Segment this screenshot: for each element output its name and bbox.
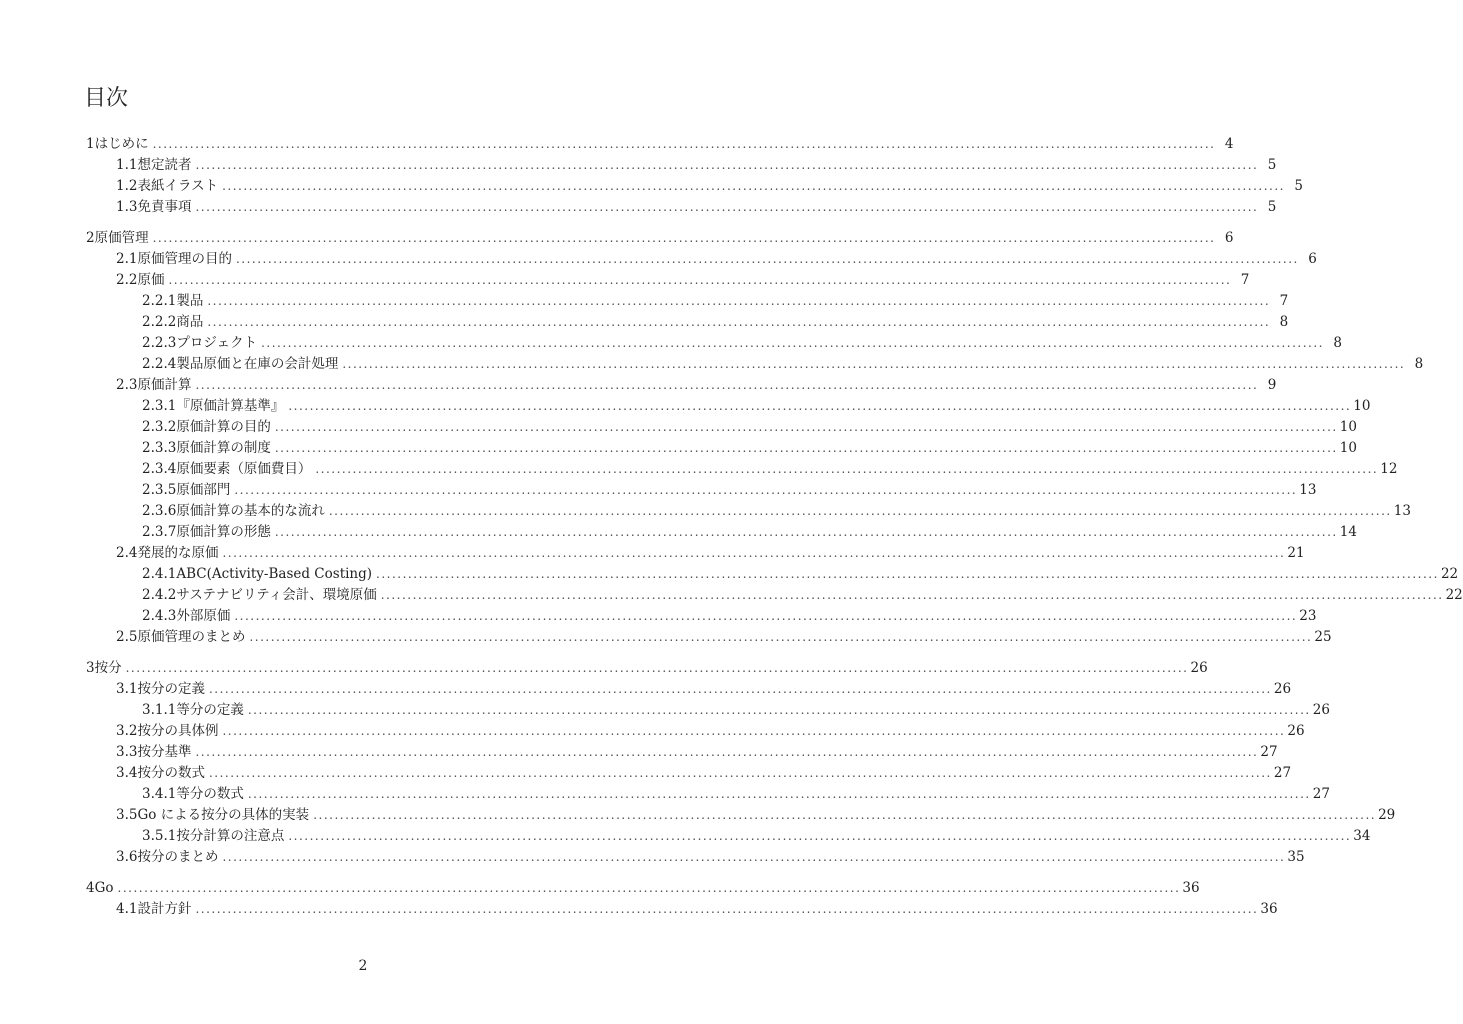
toc-entry[interactable] [116, 845, 1305, 865]
toc-number: 3.3 [116, 744, 138, 760]
toc-entry[interactable] [142, 604, 1317, 624]
toc-entry[interactable] [86, 132, 1234, 152]
toc-heading: 原価計算の基本的な流れ [176, 503, 325, 519]
toc-page-number: 8 [1333, 335, 1342, 351]
toc-entry[interactable] [142, 352, 1424, 372]
toc-entry[interactable] [142, 583, 1463, 603]
toc-number: 1.2 [116, 178, 138, 194]
toc-heading: 按分の定義 [137, 681, 205, 697]
toc-heading: 按分 [94, 660, 122, 676]
toc-leader-dots: ........................................................................................................................................................................................................ [274, 441, 1338, 455]
toc-page-number: 21 [1287, 545, 1305, 561]
toc-leader-dots: ........................................................................................................................................................................................................ [195, 200, 1259, 214]
toc-entry[interactable] [142, 415, 1357, 435]
toc-heading: 原価 [137, 272, 165, 288]
toc-heading: 按分の数式 [137, 765, 205, 781]
toc-number: 2.4.3 [142, 608, 177, 624]
toc-number: 2.1 [116, 251, 138, 267]
toc-leader-dots: ........................................................................................................................................................................................................ [274, 420, 1338, 434]
toc-number: 3.2 [116, 723, 138, 739]
toc-heading: 按分の具体例 [137, 723, 219, 739]
toc-page-number: 23 [1299, 608, 1317, 624]
toc-leader-dots: ........................................................................................................................................................................................................ [208, 766, 1272, 780]
toc-page-number: 7 [1279, 293, 1289, 309]
toc-heading: 原価要素（原価費目） [176, 461, 312, 477]
toc-leader-dots: ........................................................................................................................................................................................................ [195, 902, 1259, 916]
toc-entry[interactable] [86, 876, 1200, 896]
toc-number: 2.3.6 [142, 503, 177, 519]
toc-heading: 按分基準 [137, 744, 192, 760]
toc-entry[interactable] [142, 824, 1371, 844]
toc-page-number: 6 [1308, 251, 1317, 267]
toc-heading: サステナビリティ会計、環境原価 [176, 587, 377, 603]
toc-number: 2.3.3 [142, 440, 177, 456]
toc-entry[interactable] [116, 541, 1305, 561]
toc-leader-dots: ........................................................................................................................................................................................................ [380, 588, 1444, 602]
toc-page-number: 27 [1273, 765, 1292, 781]
toc-heading: ABC(Activity-Based Costing) [176, 566, 373, 582]
toc-leader-dots: ........................................................................................................................................................................................................ [342, 357, 1406, 371]
toc-number: 2 [86, 230, 95, 246]
toc-number: 2.3.4 [142, 461, 177, 477]
toc-number: 2.3.1 [142, 398, 177, 414]
toc-entry[interactable] [116, 153, 1277, 173]
toc-page-number: 34 [1353, 828, 1371, 844]
toc-heading: はじめに [94, 136, 149, 152]
toc-heading: プロジェクト [176, 335, 258, 351]
toc-leader-dots: ........................................................................................................................................................................................................ [328, 504, 1392, 518]
toc-page-number: 8 [1414, 356, 1424, 372]
toc-entry[interactable] [116, 803, 1396, 823]
toc-entry[interactable] [116, 268, 1250, 288]
toc-leader-dots: ........................................................................................................................................................................................................ [125, 661, 1189, 675]
toc-number: 1 [86, 136, 95, 152]
toc-leader-dots: ........................................................................................................................................................................................................ [195, 158, 1259, 172]
toc-page-number: 6 [1224, 230, 1234, 246]
toc-leader-dots: ........................................................................................................................................................................................................ [235, 252, 1299, 266]
toc-heading: Go [94, 880, 114, 896]
toc-heading: 製品 [176, 293, 204, 309]
toc-page-number: 10 [1339, 440, 1357, 456]
toc-page-number: 36 [1182, 880, 1200, 896]
toc-entry[interactable] [142, 478, 1317, 498]
toc-entry[interactable] [116, 625, 1332, 645]
toc-page-number: 36 [1260, 901, 1278, 917]
toc-leader-dots: ........................................................................................................................................................................................................ [249, 630, 1313, 644]
toc-leader-dots: ........................................................................................................................................................................................................ [274, 525, 1338, 539]
toc-entry[interactable] [142, 562, 1459, 582]
toc-page-number: 5 [1267, 199, 1277, 215]
toc-entry[interactable] [86, 226, 1234, 246]
toc-page-number: 26 [1312, 702, 1330, 718]
toc-number: 3.5.1 [142, 828, 177, 844]
toc-entry[interactable] [116, 677, 1292, 697]
toc-leader-dots: ........................................................................................................................................................................................................ [168, 273, 1232, 287]
toc-heading: Go による按分の具体的実装 [137, 807, 310, 823]
toc-page-number: 26 [1287, 723, 1305, 739]
toc-leader-dots: ........................................................................................................................................................................................................ [195, 378, 1259, 392]
toc-number: 2.2.1 [142, 293, 177, 309]
toc-entry[interactable] [142, 331, 1342, 351]
toc-entry[interactable] [116, 740, 1278, 760]
toc-leader-dots: ........................................................................................................................................................................................................ [152, 137, 1216, 151]
toc-entry[interactable] [116, 373, 1277, 393]
toc-number: 2.3.2 [142, 419, 177, 435]
toc-number: 3.1 [116, 681, 138, 697]
toc-page-number: 29 [1378, 807, 1396, 823]
toc-number: 3.4.1 [142, 786, 177, 802]
toc-page-number: 14 [1339, 524, 1357, 540]
toc-number: 3.6 [116, 849, 138, 865]
toc-leader-dots: ........................................................................................................................................................................................................ [234, 483, 1298, 497]
toc-leader-dots: ........................................................................................................................................................................................................ [222, 179, 1285, 193]
toc-leader-dots: ........................................................................................................................................................................................................ [376, 567, 1439, 581]
page-number: 2 [358, 958, 368, 974]
toc-leader-dots: ........................................................................................................................................................................................................ [208, 682, 1272, 696]
toc-entry[interactable] [116, 897, 1278, 917]
toc-entry[interactable] [116, 174, 1303, 194]
toc-heading: 等分の数式 [176, 786, 244, 802]
toc-page-number: 27 [1312, 786, 1330, 802]
toc-entry[interactable] [142, 520, 1357, 540]
toc-leader-dots: ........................................................................................................................................................................................................ [222, 850, 1286, 864]
toc-number: 2.2 [116, 272, 138, 288]
toc-leader-dots: ........................................................................................................................................................................................................ [247, 703, 1311, 717]
toc-page-number: 5 [1267, 157, 1277, 173]
toc-entry[interactable] [142, 289, 1289, 309]
toc-number: 1.3 [116, 199, 138, 215]
toc-entry[interactable] [142, 457, 1398, 477]
toc-entry[interactable] [142, 394, 1371, 414]
toc-leader-dots: ........................................................................................................................................................................................................ [247, 787, 1311, 801]
toc-entry[interactable] [142, 499, 1411, 519]
toc-entry[interactable] [142, 436, 1357, 456]
toc-heading: 原価部門 [176, 482, 231, 498]
toc-leader-dots: ........................................................................................................................................................................................................ [152, 231, 1216, 245]
toc-heading: 原価計算の目的 [176, 419, 271, 435]
toc-heading: 等分の定義 [176, 702, 244, 718]
toc-number: 1.1 [116, 157, 138, 173]
toc-heading: 原価計算の形態 [176, 524, 271, 540]
toc-entry[interactable] [116, 195, 1277, 215]
toc-leader-dots: ........................................................................................................................................................................................................ [207, 315, 1271, 329]
toc-heading: 設計方針 [137, 901, 192, 917]
toc-leader-dots: ........................................................................................................................................................................................................ [315, 462, 1379, 476]
toc-page-number: 25 [1314, 629, 1332, 645]
toc-number: 2.3.7 [142, 524, 177, 540]
toc-page-number: 26 [1190, 660, 1208, 676]
toc-heading: 原価管理 [94, 230, 149, 246]
toc-entry[interactable] [142, 698, 1330, 718]
toc-page-number: 10 [1339, 419, 1357, 435]
toc-number: 2.5 [116, 629, 138, 645]
toc-page-number: 13 [1299, 482, 1317, 498]
toc-number: 4.1 [116, 901, 138, 917]
toc-leader-dots: ........................................................................................................................................................................................................ [222, 724, 1286, 738]
toc-entry[interactable] [116, 247, 1317, 267]
toc-heading: 想定読者 [137, 157, 192, 173]
toc-heading: 按分計算の注意点 [176, 828, 285, 844]
toc-number: 2.2.3 [142, 335, 177, 351]
toc-page-number: 5 [1294, 178, 1303, 194]
toc-leader-dots: ........................................................................................................................................................................................................ [288, 829, 1352, 843]
toc-page-number: 26 [1273, 681, 1292, 697]
toc-leader-dots: ........................................................................................................................................................................................................ [234, 609, 1298, 623]
toc-entry[interactable] [142, 310, 1289, 330]
toc-heading: 製品原価と在庫の会計処理 [176, 356, 339, 372]
toc-page-number: 22 [1440, 566, 1459, 582]
toc-leader-dots: ........................................................................................................................................................................................................ [195, 745, 1259, 759]
toc-number: 4 [86, 880, 95, 896]
toc-page-number: 8 [1279, 314, 1289, 330]
toc-number: 2.2.2 [142, 314, 177, 330]
toc-number: 2.3.5 [142, 482, 177, 498]
toc-heading: 商品 [176, 314, 204, 330]
toc-heading: 表紙イラスト [137, 178, 219, 194]
toc-heading: 按分のまとめ [137, 849, 219, 865]
toc-leader-dots: ........................................................................................................................................................................................................ [288, 399, 1352, 413]
toc-number: 3 [86, 660, 95, 676]
toc-entry[interactable] [116, 761, 1292, 781]
toc-number: 2.4.2 [142, 587, 177, 603]
toc-leader-dots: ........................................................................................................................................................................................................ [313, 808, 1377, 822]
toc-page-number: 4 [1224, 136, 1234, 152]
toc-page-number: 10 [1353, 398, 1371, 414]
toc-page-number: 27 [1260, 744, 1278, 760]
toc-heading: 原価計算 [137, 377, 192, 393]
toc-heading: 発展的な原価 [137, 545, 219, 561]
toc-page-number: 12 [1380, 461, 1398, 477]
toc-number: 2.4 [116, 545, 138, 561]
toc-page-number: 9 [1267, 377, 1277, 393]
toc-number: 2.4.1 [142, 566, 177, 582]
toc-number: 3.5 [116, 807, 138, 823]
toc-entry[interactable] [116, 719, 1305, 739]
toc-entry[interactable] [86, 656, 1208, 676]
toc-leader-dots: ........................................................................................................................................................................................................ [261, 336, 1324, 350]
toc-leader-dots: ........................................................................................................................................................................................................ [207, 294, 1271, 308]
toc-entry[interactable] [142, 782, 1330, 802]
toc-leader-dots: ........................................................................................................................................................................................................ [117, 881, 1181, 895]
toc-heading: 原価計算の制度 [176, 440, 271, 456]
toc-number: 3.1.1 [142, 702, 177, 718]
toc-heading: 外部原価 [176, 608, 231, 624]
toc-page-number: 7 [1240, 272, 1250, 288]
toc-page-number: 13 [1393, 503, 1411, 519]
toc-heading: 免責事項 [137, 199, 192, 215]
toc-heading: 原価管理の目的 [137, 251, 232, 267]
toc-number: 3.4 [116, 765, 138, 781]
toc-leader-dots: ........................................................................................................................................................................................................ [222, 546, 1286, 560]
toc-number: 2.3 [116, 377, 138, 393]
toc-title: 目次 [84, 86, 129, 111]
toc-number: 2.2.4 [142, 356, 177, 372]
toc-heading: 『原価計算基準』 [176, 398, 285, 414]
toc-heading: 原価管理のまとめ [137, 629, 246, 645]
toc-page-number: 35 [1287, 849, 1305, 865]
toc-page-number: 22 [1445, 587, 1463, 603]
